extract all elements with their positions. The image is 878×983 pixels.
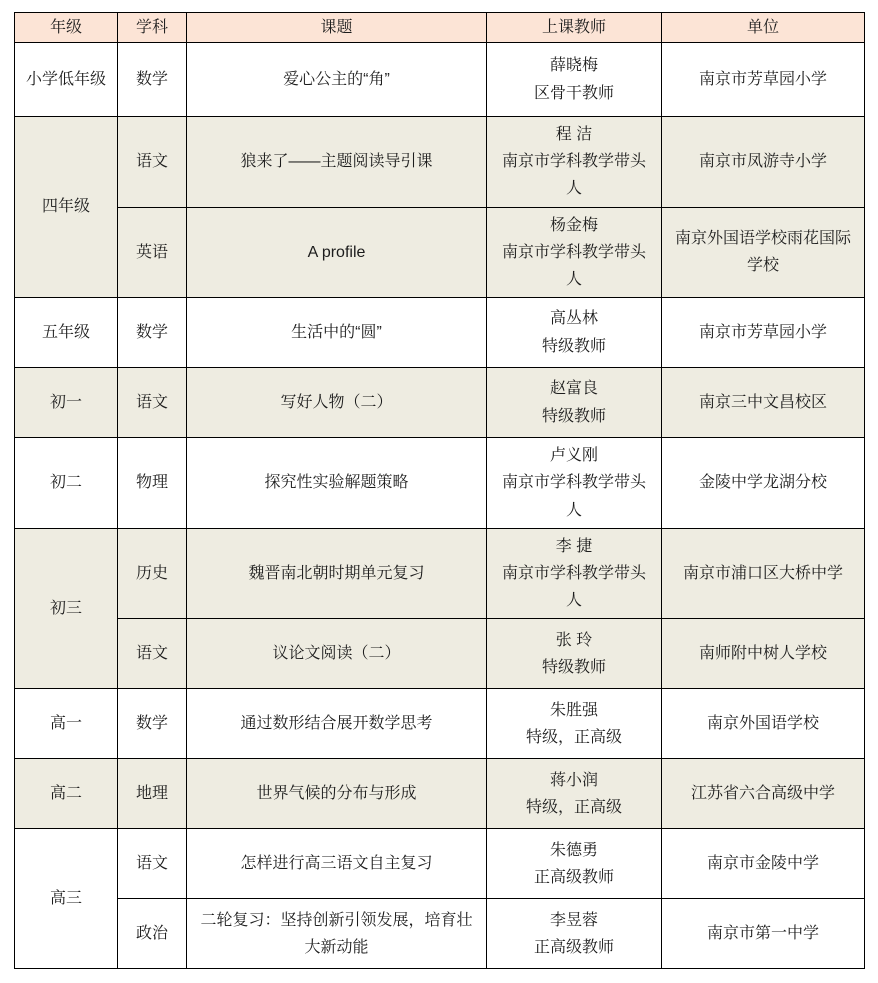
- teacher-title: 特级教师: [541, 407, 606, 425]
- teacher-name: 张 玲: [555, 631, 593, 649]
- school-cell: 南京市第一中学: [662, 899, 865, 969]
- teacher-title: 正高级教师: [533, 868, 614, 886]
- topic-cell: 世界气候的分布与形成: [187, 759, 487, 829]
- header-school: 单位: [662, 13, 865, 43]
- teacher-name: 杨金梅: [549, 216, 598, 234]
- teacher-cell: [487, 43, 662, 117]
- topic-cell: 怎样进行高三语文自主复习: [187, 829, 487, 899]
- table-row: [15, 689, 865, 759]
- header-grade: 年级: [15, 13, 118, 43]
- topic-cell: 议论文阅读（二）: [187, 619, 487, 689]
- header-topic: 课题: [187, 13, 487, 43]
- school-cell: 南京外国语学校雨花国际学校: [662, 207, 865, 298]
- subject-cell: 语文: [118, 117, 187, 208]
- grade-cell: 高二: [15, 759, 118, 829]
- school-cell: 金陵中学龙湖分校: [662, 438, 865, 529]
- subject-cell: 历史: [118, 528, 187, 619]
- teacher-name: 高丛林: [549, 310, 598, 328]
- teacher-title: 正高级教师: [533, 938, 614, 956]
- school-cell: 南京市芳草园小学: [662, 298, 865, 368]
- teacher-title: 南京市学科教学带头人: [501, 243, 646, 288]
- teacher-cell: [487, 829, 662, 899]
- subject-cell: 地理: [118, 759, 187, 829]
- topic-cell: 通过数形结合展开数学思考: [187, 689, 487, 759]
- subject-cell: 语文: [118, 619, 187, 689]
- teacher-name: 李昱蓉: [549, 911, 598, 929]
- teacher-title: 区骨干教师: [533, 84, 614, 102]
- teacher-cell: [487, 759, 662, 829]
- table-row: [15, 899, 865, 969]
- table-row: [15, 43, 865, 117]
- grade-cell: 四年级: [15, 117, 118, 298]
- teacher-cell: [487, 117, 662, 208]
- teacher-cell: [487, 298, 662, 368]
- topic-cell: 爱心公主的“角”: [187, 43, 487, 117]
- table-row: [15, 759, 865, 829]
- table-row: [15, 298, 865, 368]
- grade-cell: 高一: [15, 689, 118, 759]
- subject-cell: 数学: [118, 689, 187, 759]
- teacher-title: 南京市学科教学带头人: [501, 153, 646, 198]
- teacher-title: 特级，正高级: [525, 798, 622, 816]
- school-cell: 南师附中树人学校: [662, 619, 865, 689]
- lesson-schedule-table: [14, 12, 865, 969]
- table-row: [15, 438, 865, 529]
- grade-cell: 初一: [15, 368, 118, 438]
- table-row: [15, 619, 865, 689]
- teacher-name: 卢义刚: [549, 447, 598, 465]
- teacher-name: 朱德勇: [549, 841, 598, 859]
- subject-cell: 语文: [118, 829, 187, 899]
- table-row: [15, 528, 865, 619]
- school-cell: 南京市凤游寺小学: [662, 117, 865, 208]
- subject-cell: 政治: [118, 899, 187, 969]
- teacher-name: 李 捷: [555, 537, 593, 555]
- school-cell: 江苏省六合高级中学: [662, 759, 865, 829]
- grade-cell: 初三: [15, 528, 118, 689]
- teacher-title: 特级教师: [541, 337, 606, 355]
- topic-cell: 狼来了——主题阅读导引课: [187, 117, 487, 208]
- teacher-title: 特级，正高级: [525, 728, 622, 746]
- teacher-name: 朱胜强: [549, 701, 598, 719]
- teacher-cell: [487, 528, 662, 619]
- topic-cell: 魏晋南北朝时期单元复习: [187, 528, 487, 619]
- table-row: [15, 368, 865, 438]
- header-row: [15, 13, 865, 43]
- header-teacher: 上课教师: [487, 13, 662, 43]
- teacher-name: 薛晓梅: [549, 57, 598, 75]
- teacher-title: 特级教师: [541, 658, 606, 676]
- table-row: [15, 117, 865, 208]
- school-cell: 南京市芳草园小学: [662, 43, 865, 117]
- header-subject: 学科: [118, 13, 187, 43]
- topic-cell: 探究性实验解题策略: [187, 438, 487, 529]
- grade-cell: 小学低年级: [15, 43, 118, 117]
- grade-cell: 初二: [15, 438, 118, 529]
- teacher-cell: [487, 207, 662, 298]
- topic-cell: 生活中的“圆”: [187, 298, 487, 368]
- subject-cell: 数学: [118, 298, 187, 368]
- subject-cell: 语文: [118, 368, 187, 438]
- table-row: [15, 207, 865, 298]
- topic-cell: A profile: [187, 207, 487, 298]
- subject-cell: 数学: [118, 43, 187, 117]
- topic-cell: 写好人物（二）: [187, 368, 487, 438]
- teacher-cell: [487, 899, 662, 969]
- teacher-cell: [487, 438, 662, 529]
- school-cell: 南京外国语学校: [662, 689, 865, 759]
- subject-cell: 英语: [118, 207, 187, 298]
- teacher-name: 蒋小润: [549, 771, 598, 789]
- school-cell: 南京市金陵中学: [662, 829, 865, 899]
- table-row: [15, 829, 865, 899]
- grade-cell: 高三: [15, 829, 118, 969]
- grade-cell: 五年级: [15, 298, 118, 368]
- teacher-name: 程 洁: [555, 126, 593, 143]
- teacher-title: 南京市学科教学带头人: [501, 474, 646, 519]
- school-cell: 南京三中文昌校区: [662, 368, 865, 438]
- teacher-cell: [487, 619, 662, 689]
- teacher-cell: [487, 368, 662, 438]
- topic-cell: 二轮复习：坚持创新引领发展，培育壮大新动能: [187, 899, 487, 969]
- teacher-cell: [487, 689, 662, 759]
- subject-cell: 物理: [118, 438, 187, 529]
- teacher-name: 赵富良: [549, 380, 598, 398]
- school-cell: 南京市浦口区大桥中学: [662, 528, 865, 619]
- teacher-title: 南京市学科教学带头人: [501, 564, 646, 610]
